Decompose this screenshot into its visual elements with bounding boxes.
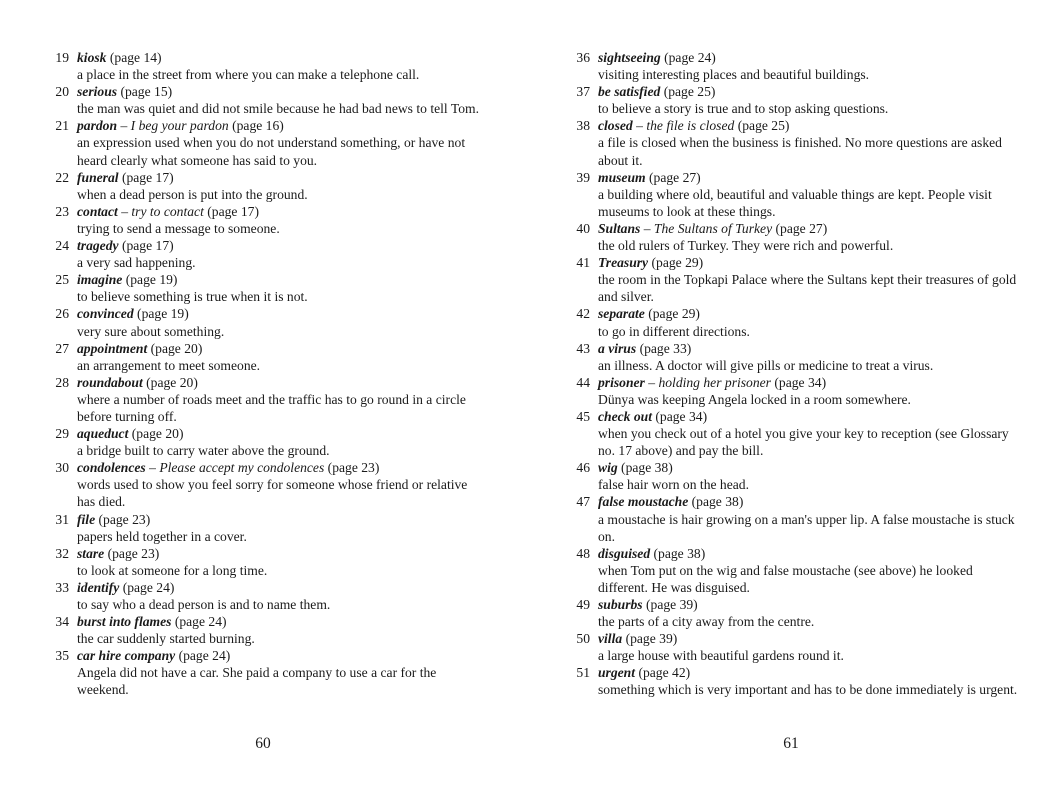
- entry-definition: where a number of roads meet and the traffic has to go round in a circle before turning off.: [77, 391, 466, 424]
- glossary-list-left: [49, 49, 479, 699]
- entry-number: 23: [55, 203, 69, 219]
- entry-page-ref: (page 34): [655, 408, 708, 424]
- entry-page-ref: (page 23): [107, 545, 160, 561]
- entry-term: funeral: [77, 169, 119, 185]
- entry-term: separate: [598, 306, 645, 322]
- glossary-entry: [570, 493, 1025, 544]
- entry-page-ref: (page 14): [109, 50, 162, 65]
- entry-definition: papers held together in a cover.: [77, 528, 247, 544]
- entry-definition: when a dead person is put into the ground.: [77, 186, 308, 202]
- entry-definition: trying to send a message to someone.: [77, 220, 280, 236]
- entry-term: urgent: [598, 665, 636, 681]
- entry-definition: to go in different directions.: [598, 323, 750, 339]
- entry-definition: a place in the street from where you can make a telephone call.: [77, 67, 420, 83]
- entry-number: 20: [55, 84, 69, 100]
- entry-number: 34: [55, 614, 69, 630]
- entry-page-ref: (page 39): [625, 631, 678, 647]
- entry-definition: the old rulers of Turkey. They were rich and powerful.: [598, 238, 894, 254]
- glossary-entry: [570, 664, 1025, 698]
- entry-page-ref: (page 17): [207, 203, 259, 219]
- glossary-entry: [49, 203, 479, 237]
- entry-definition: Dünya was keeping Angela locked in a room somewhere.: [598, 391, 911, 407]
- entry-number: 37: [576, 84, 590, 100]
- entry-number: 27: [55, 340, 69, 356]
- entry-term: serious: [77, 84, 118, 100]
- entry-term: be satisfied: [598, 84, 661, 100]
- entry-definition: the parts of a city away from the centre.: [598, 614, 815, 630]
- entry-definition: a bridge built to carry water above the ground.: [77, 443, 330, 459]
- entry-definition: an illness. A doctor will give pills or medicine to treat a virus.: [598, 357, 934, 373]
- page-number: 61: [783, 735, 799, 752]
- glossary-entry: [570, 254, 1025, 305]
- entry-number: 35: [55, 648, 69, 664]
- entry-term: disguised: [598, 545, 651, 561]
- entry-definition: very sure about something.: [77, 323, 225, 339]
- entry-definition: to look at someone for a long time.: [77, 562, 268, 578]
- glossary-entry: [570, 117, 1025, 168]
- entry-term: burst into flames: [77, 614, 172, 630]
- entry-page-ref: (page 33): [639, 340, 692, 356]
- entry-page-ref: (page 24): [664, 50, 716, 65]
- entry-definition: the man was quiet and did not smile because he had bad news to tell Tom.: [77, 101, 479, 117]
- entry-number: 21: [55, 118, 69, 134]
- entry-definition: something which is very important and has to be done immediately is urgent.: [598, 682, 1018, 698]
- glossary-entry: [49, 169, 479, 203]
- entry-number: 28: [55, 374, 69, 390]
- entry-term: car hire company: [77, 648, 176, 664]
- glossary-entry: [49, 83, 479, 117]
- entry-page-ref: (page 27): [775, 220, 828, 236]
- entry-term: check out: [598, 408, 652, 424]
- right-page: [520, 0, 1040, 795]
- entry-term: a virus: [598, 340, 637, 356]
- entry-number: 30: [55, 460, 69, 476]
- entry-page-ref: (page 42): [638, 665, 691, 681]
- glossary-entry: [570, 459, 1025, 493]
- entry-definition: the room in the Topkapi Palace where the Sultans kept their treasures of gold and silver.: [598, 272, 1017, 305]
- entry-definition: a very sad happening.: [77, 255, 196, 271]
- entry-page-ref: (page 25): [737, 118, 790, 134]
- entry-term: suburbs: [598, 597, 643, 612]
- glossary-entry: [570, 545, 1025, 596]
- entry-definition: a large house with beautiful gardens round it.: [598, 648, 844, 664]
- entry-page-ref: (page 19): [137, 306, 189, 322]
- entry-page-ref: (page 20): [131, 426, 184, 442]
- entry-page-ref: (page 38): [621, 460, 673, 476]
- entry-definition: to say who a dead person is and to name them.: [77, 597, 331, 612]
- entry-term: contact: [77, 203, 118, 219]
- entry-phrase: – I beg your pardon: [120, 118, 229, 134]
- entry-page-ref: (page 23): [98, 511, 151, 527]
- entry-phrase: – holding her prisoner: [648, 374, 771, 390]
- entry-number: 26: [55, 306, 69, 322]
- glossary-entry: [49, 425, 479, 459]
- entry-number: 49: [576, 597, 590, 612]
- entry-page-ref: (page 27): [649, 169, 701, 185]
- entry-number: 45: [576, 408, 590, 424]
- glossary-entry: [570, 630, 1025, 664]
- entry-number: 32: [55, 545, 69, 561]
- entry-number: 46: [576, 460, 590, 476]
- entry-page-ref: (page 20): [150, 340, 203, 356]
- entry-definition: when you check out of a hotel you give your key to reception (see Glossary no. 17 above) and pay the bill.: [598, 426, 1009, 459]
- entry-page-ref: (page 16): [232, 118, 284, 134]
- glossary-entry: [49, 545, 479, 579]
- entry-term: prisoner: [598, 374, 645, 390]
- entry-definition: to believe something is true when it is not.: [77, 289, 308, 305]
- entry-term: convinced: [77, 306, 134, 322]
- glossary-list-right: [570, 49, 1025, 699]
- glossary-entry: [49, 340, 479, 374]
- entry-definition: a moustache is hair growing on a man's upper lip. A false moustache is stuck on.: [598, 511, 1015, 544]
- entry-page-ref: (page 17): [121, 238, 174, 254]
- entry-number: 24: [55, 238, 69, 254]
- entry-term: roundabout: [77, 374, 143, 390]
- entry-term: condolences: [77, 460, 146, 476]
- entry-number: 19: [55, 50, 69, 65]
- entry-number: 31: [55, 511, 69, 527]
- entry-phrase: – Please accept my condolences: [149, 460, 325, 476]
- entry-number: 39: [576, 169, 590, 185]
- entry-term: museum: [598, 169, 646, 185]
- entry-number: 47: [576, 494, 590, 510]
- entry-page-ref: (page 17): [121, 169, 174, 185]
- entry-page-ref: (page 19): [125, 272, 178, 288]
- entry-number: 50: [576, 631, 590, 647]
- entry-definition: the car suddenly started burning.: [77, 631, 255, 647]
- entry-definition: a file is closed when the business is finished. No more questions are asked about it.: [598, 135, 1002, 168]
- entry-number: 29: [55, 426, 69, 442]
- entry-term: wig: [598, 460, 618, 476]
- glossary-entry: [49, 117, 479, 168]
- glossary-entry: [49, 511, 479, 545]
- entry-term: Sultans: [598, 220, 641, 236]
- entry-phrase: – the file is closed: [636, 118, 735, 134]
- glossary-entry: [49, 579, 479, 613]
- entry-definition: to believe a story is true and to stop asking questions.: [598, 101, 889, 117]
- entry-number: 41: [576, 255, 590, 271]
- entry-definition: Angela did not have a car. She paid a company to use a car for the weekend.: [77, 665, 437, 698]
- entry-page-ref: (page 23): [327, 460, 380, 476]
- entry-page-ref: (page 39): [646, 597, 698, 612]
- entry-term: imagine: [77, 272, 123, 288]
- entry-definition: false hair worn on the head.: [598, 477, 749, 493]
- entry-page-ref: (page 24): [174, 614, 227, 630]
- glossary-entry: [570, 340, 1025, 374]
- glossary-entry: [570, 169, 1025, 220]
- entry-page-ref: (page 24): [178, 648, 231, 664]
- entry-page-ref: (page 38): [653, 545, 706, 561]
- entry-phrase: – The Sultans of Turkey: [643, 220, 773, 236]
- entry-definition: words used to show you feel sorry for someone whose friend or relative has died.: [77, 477, 468, 510]
- entry-term: aqueduct: [77, 426, 129, 442]
- glossary-entry: [49, 305, 479, 339]
- glossary-entry: [49, 613, 479, 647]
- entry-term: Treasury: [598, 255, 649, 271]
- glossary-entry: [570, 49, 1025, 83]
- entry-definition: visiting interesting places and beautiful buildings.: [598, 67, 870, 83]
- entry-term: tragedy: [77, 238, 119, 254]
- entry-page-ref: (page 34): [774, 374, 827, 390]
- glossary-entry: [49, 237, 479, 271]
- entry-term: pardon: [77, 118, 118, 134]
- glossary-entry: [49, 271, 479, 305]
- entry-definition: when Tom put on the wig and false moustache (see above) he looked different. He was disguised.: [598, 562, 973, 595]
- entry-number: 40: [576, 220, 590, 236]
- entry-number: 51: [576, 665, 590, 681]
- entry-page-ref: (page 20): [146, 374, 198, 390]
- entry-number: 48: [576, 545, 590, 561]
- entry-term: stare: [77, 545, 105, 561]
- entry-number: 33: [55, 579, 69, 595]
- glossary-entry: [570, 83, 1025, 117]
- entry-term: closed: [598, 118, 633, 134]
- glossary-entry: [49, 459, 479, 510]
- glossary-entry: [49, 374, 479, 425]
- glossary-entry: [570, 220, 1025, 254]
- entry-definition: a building where old, beautiful and valuable things are kept. People visit museums to look at these things.: [598, 186, 992, 219]
- entry-page-ref: (page 38): [691, 494, 744, 510]
- entry-number: 44: [576, 374, 590, 390]
- entry-term: false moustache: [598, 494, 689, 510]
- entry-number: 43: [576, 340, 590, 356]
- glossary-entry: [570, 374, 1025, 408]
- entry-term: villa: [598, 631, 623, 647]
- glossary-entry: [49, 647, 479, 698]
- entry-number: 22: [55, 169, 69, 185]
- page-number: 60: [255, 735, 271, 752]
- entry-page-ref: (page 29): [651, 255, 704, 271]
- glossary-entry: [570, 408, 1025, 459]
- entry-number: 38: [576, 118, 590, 134]
- entry-page-ref: (page 15): [120, 84, 173, 100]
- entry-page-ref: (page 24): [122, 579, 175, 595]
- entry-number: 25: [55, 272, 69, 288]
- entry-term: identify: [77, 579, 120, 595]
- entry-number: 42: [576, 306, 590, 322]
- entry-page-ref: (page 25): [663, 84, 716, 100]
- entry-definition: an expression used when you do not understand something, or have not heard clearly what someone has said to you.: [77, 135, 466, 168]
- glossary-entry: [49, 49, 479, 83]
- entry-term: kiosk: [77, 50, 107, 65]
- glossary-entry: [570, 305, 1025, 339]
- entry-definition: an arrangement to meet someone.: [77, 357, 261, 373]
- glossary-entry: [570, 596, 1025, 630]
- entry-term: sightseeing: [598, 50, 661, 65]
- entry-number: 36: [576, 50, 590, 65]
- entry-phrase: – try to contact: [121, 203, 204, 219]
- entry-term: file: [77, 511, 96, 527]
- entry-term: appointment: [77, 340, 148, 356]
- entry-page-ref: (page 29): [648, 306, 700, 322]
